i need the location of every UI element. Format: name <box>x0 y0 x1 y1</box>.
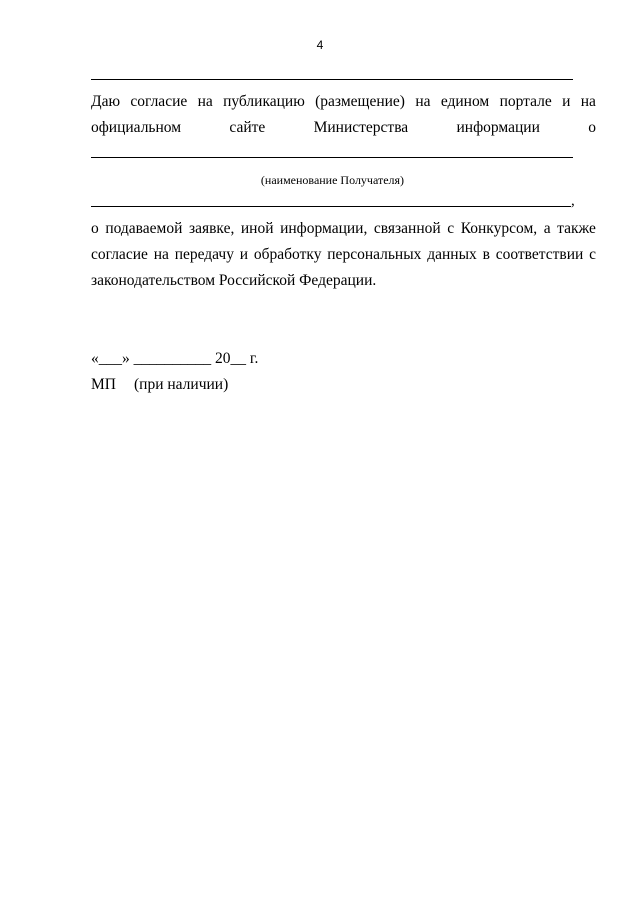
word: о <box>91 220 99 237</box>
word: и <box>239 246 249 263</box>
recipient-caption: (наименование Получателя) <box>260 173 405 187</box>
consent-line-2 <box>91 118 596 138</box>
word: а <box>543 220 551 237</box>
word: в <box>482 246 490 263</box>
word: портале <box>499 93 552 110</box>
word: иной <box>240 220 274 237</box>
word: едином <box>440 93 490 110</box>
word: информации, <box>280 220 368 237</box>
word: соответствии <box>495 246 584 263</box>
word: персональных <box>327 246 422 263</box>
word: Министерства <box>313 119 409 136</box>
recipient-name-rule-continued <box>91 206 571 207</box>
consent-line-4 <box>91 245 596 265</box>
trailing-comma: , <box>571 193 575 209</box>
word: на <box>197 93 213 110</box>
date-field: «___» __________ 20__ г. <box>91 350 259 367</box>
word: на <box>415 93 431 110</box>
word: и <box>562 93 571 110</box>
word: на <box>153 246 169 263</box>
word: Конкурсом, <box>460 220 538 237</box>
word: на <box>580 93 596 110</box>
page-number: 4 <box>316 38 324 52</box>
seal-label: МП <box>91 376 116 393</box>
consent-line-3 <box>91 219 596 239</box>
word: информации <box>456 119 540 136</box>
word: связанной <box>373 220 441 237</box>
word: также <box>557 220 596 237</box>
top-rule <box>91 79 573 80</box>
word: согласие <box>130 93 188 110</box>
word: с <box>447 220 455 237</box>
word: Даю <box>91 93 121 110</box>
seal-note: (при наличии) <box>133 376 229 393</box>
word: данных <box>427 246 477 263</box>
consent-line-1 <box>91 92 596 112</box>
consent-line-5: законодательством Российской Федерации. <box>91 272 377 289</box>
word: передачу <box>174 246 234 263</box>
word: (размещение) <box>315 93 405 110</box>
word: сайте <box>229 119 266 136</box>
word: публикацию <box>223 93 305 110</box>
word: подаваемой <box>105 220 183 237</box>
word: заявке, <box>188 220 235 237</box>
word: обработку <box>253 246 322 263</box>
word: о <box>588 119 596 136</box>
word: согласие <box>91 246 148 263</box>
seal-line <box>91 375 228 395</box>
word: официальном <box>91 119 182 136</box>
recipient-name-rule <box>91 157 573 158</box>
word: с <box>589 246 596 263</box>
